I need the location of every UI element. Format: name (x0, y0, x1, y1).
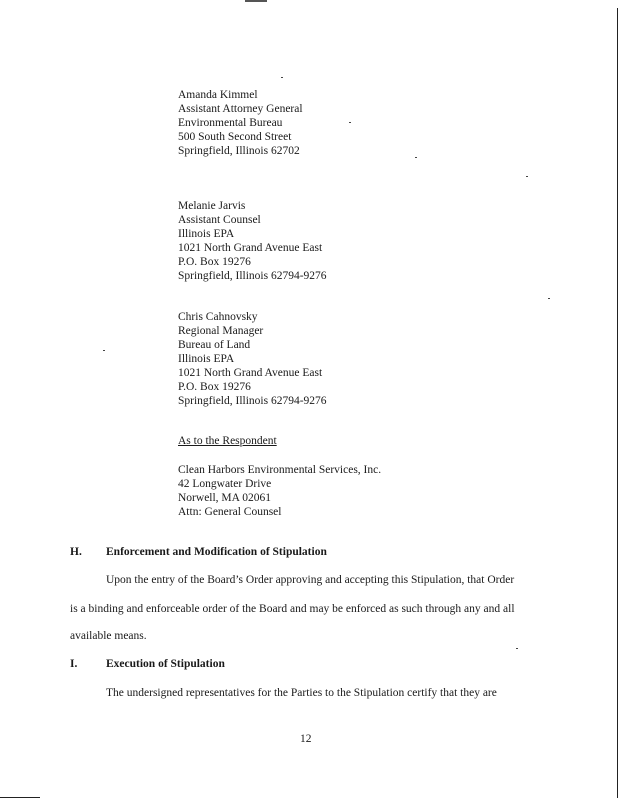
scan-artifact (245, 0, 267, 2)
address-line: Illinois EPA (178, 353, 235, 365)
address-line: P.O. Box 19276 (178, 381, 251, 393)
respondent-heading: As to the Respondent (178, 435, 277, 447)
scan-speck (526, 176, 528, 177)
address-line: Springfield, Illinois 62702 (178, 145, 300, 157)
address-block-regional-manager (178, 310, 327, 408)
address-line: Regional Manager (178, 325, 264, 337)
paragraph-line: is a binding and enforceable order of the Board and may be enforced as such through any and all (70, 603, 515, 615)
section-i-title: Execution of Stipulation (106, 658, 225, 670)
page-edge-line (0, 797, 40, 798)
address-block-attorney-general (178, 88, 303, 158)
section-h-letter: H. (70, 546, 82, 558)
address-line: Bureau of Land (178, 339, 251, 351)
address-line: Attn: General Counsel (178, 506, 282, 518)
address-line: Springfield, Illinois 62794-9276 (178, 270, 327, 282)
address-line: Springfield, Illinois 62794-9276 (178, 395, 327, 407)
address-line: 42 Longwater Drive (178, 478, 272, 490)
address-line: 1021 North Grand Avenue East (178, 367, 323, 379)
paragraph-line: Upon the entry of the Board’s Order approving and accepting this Stipulation, that Order (106, 574, 515, 586)
address-line: Melanie Jarvis (178, 200, 246, 212)
page-edge-line (617, 8, 618, 798)
section-h-title: Enforcement and Modification of Stipulation (106, 546, 327, 558)
scan-speck (103, 350, 105, 351)
address-line: Chris Cahnovsky (178, 311, 258, 323)
scan-speck (349, 122, 351, 123)
address-line: Illinois EPA (178, 228, 235, 240)
address-block-respondent (178, 463, 381, 519)
section-i-letter: I. (70, 658, 78, 670)
scan-speck (516, 648, 518, 649)
address-line: Assistant Attorney General (178, 103, 303, 115)
address-line: Norwell, MA 02061 (178, 492, 271, 504)
address-line: Assistant Counsel (178, 214, 261, 226)
address-line: Clean Harbors Environmental Services, Inc. (178, 464, 382, 476)
page-number: 12 (300, 733, 312, 745)
scan-speck (281, 77, 283, 78)
address-line: Environmental Bureau (178, 117, 283, 129)
respondent-heading-block (178, 434, 277, 448)
address-block-illinois-epa-counsel (178, 199, 327, 283)
scan-speck (415, 157, 417, 158)
address-line: P.O. Box 19276 (178, 256, 251, 268)
address-line: Amanda Kimmel (178, 89, 258, 101)
address-line: 1021 North Grand Avenue East (178, 242, 323, 254)
paragraph-line: available means. (70, 630, 147, 642)
scan-speck (548, 298, 550, 299)
address-line: 500 South Second Street (178, 131, 292, 143)
paragraph-line: The undersigned representatives for the Parties to the Stipulation certify that they are (106, 687, 497, 699)
